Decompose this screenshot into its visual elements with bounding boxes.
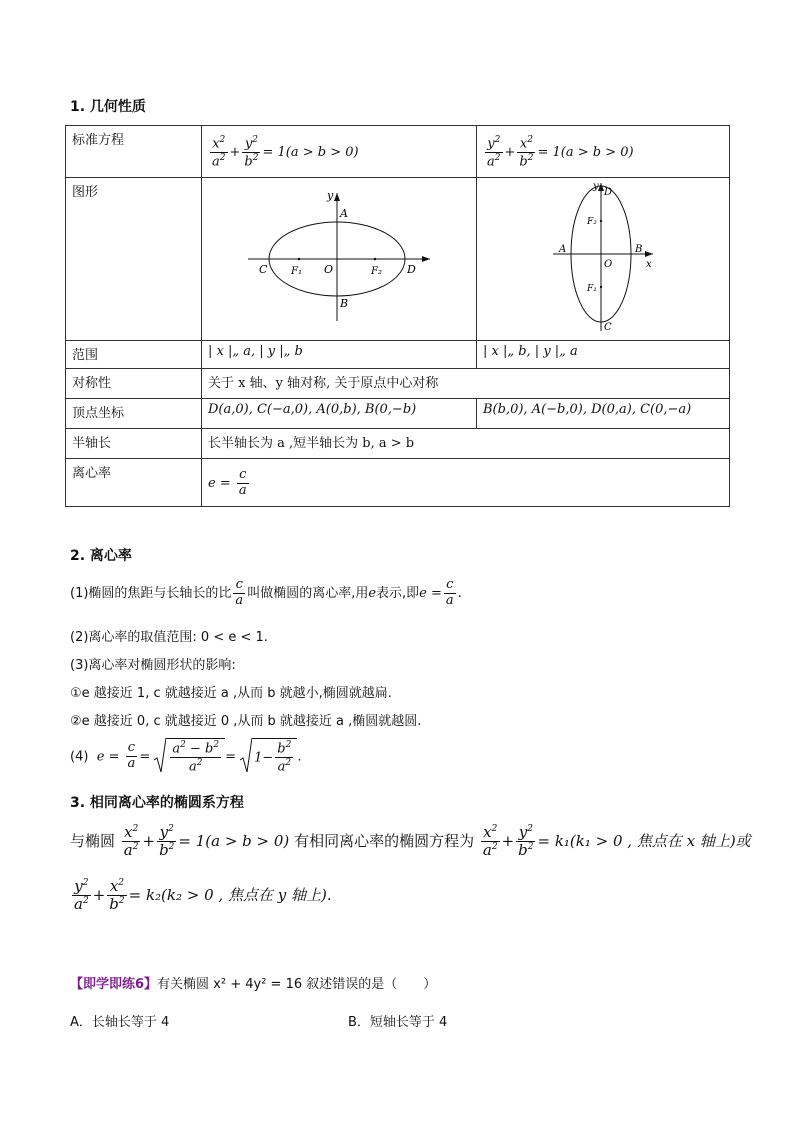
fig2-y-label: y [593, 181, 599, 192]
label-eccentricity: 离心率 [66, 459, 202, 507]
row-symmetry [66, 369, 730, 399]
range-horizontal: | x |„ a, | y |„ b [202, 341, 477, 369]
fig1-y-label: y [327, 189, 334, 202]
fig2-B-label: B [635, 244, 643, 255]
eccentricity-definition: (1)椭圆的焦距与长轴长的比 $\frac{c}{a}$ 叫做椭圆的离心率,用e表示,即e = $\frac{c}{a}$ . [70, 577, 462, 608]
fig1-O-label: O [324, 263, 334, 276]
figure-vertical-ellipse [477, 178, 730, 341]
standard-eq-horizontal: $\frac{x^2}{a^2}$ + $\frac{y^2}{b^2}$ = 1(a > b > 0) [202, 126, 477, 178]
fig2-A-label: A [559, 244, 567, 255]
figure-horizontal-ellipse [202, 178, 477, 341]
label-symmetry: 对称性 [66, 369, 202, 399]
eccentricity-range: (2)离心率的取值范围: 0 < e < 1. [70, 630, 268, 645]
fig1-C-label: C [259, 263, 268, 276]
row-standard-equation [66, 126, 730, 178]
properties-table [65, 125, 730, 507]
horizontal-ellipse-diagram [208, 181, 470, 331]
practice-question-text: 有关椭圆 x² + 4y² = 16 叙述错误的是（ ） [157, 977, 437, 992]
range-vertical: | x |„ b, | y |„ a [477, 341, 730, 369]
section2-title: 2. 离心率 [70, 548, 132, 564]
fig2-x-label: x [646, 259, 652, 270]
label-vertices: 顶点坐标 [66, 399, 202, 429]
symmetry-value: 关于 x 轴、y 轴对称, 关于原点中心对称 [202, 369, 730, 399]
row-figure [66, 178, 730, 341]
fig1-B-label: B [340, 297, 349, 310]
vertices-vertical: B(b,0), A(−b,0), D(0,a), C(0,−a) [477, 399, 730, 429]
section3-title: 3. 相同离心率的椭圆系方程 [70, 795, 244, 811]
row-vertices [66, 399, 730, 429]
vertical-ellipse-diagram [483, 181, 723, 333]
section3-line1: 与椭圆 $\frac{x^2}{a^2}$ + $\frac{y^2}{b^2}$ = 1(a > b > 0) 有相同离心率的椭圆方程为 $\frac{x^2}{a^2}$ + $\frac{y^2}{b^2}$ = k₁(k₁ > 0 , 焦点在 x 轴上)或 [70, 823, 751, 860]
semi-axis-value: 长半轴长为 a ,短半轴长为 b, a > b [202, 429, 730, 459]
fig2-F2-label: F₂ [587, 217, 597, 227]
fig2-D-label: D [604, 187, 613, 198]
eccentricity-formula: (4) e = $\frac{c}{a}$ = $\frac{a^2 - b^2}{a^2}$ = 1− $\frac{b^2}{a^2}$ . [70, 740, 302, 775]
row-range [66, 341, 730, 369]
fig1-D-label: D [407, 263, 416, 276]
eccentricity-effect-1: ①e 越接近 1, c 就越接近 a ,从而 b 就越小,椭圆就越扁. [70, 686, 392, 701]
fig2-F1-label: F₁ [587, 284, 597, 294]
eccentricity-value: e = $\frac{c}{a}$ [202, 459, 730, 507]
option-a: A．长轴长等于 4 [70, 1015, 170, 1030]
fig2-C-label: C [604, 322, 612, 333]
option-b: B．短轴长等于 4 [348, 1015, 448, 1030]
label-semi-axis: 半轴长 [66, 429, 202, 459]
fig1-F1-label: F₁ [291, 266, 302, 277]
row-eccentricity [66, 459, 730, 507]
section1-title: 1. 几何性质 [70, 99, 146, 115]
section3-line2: $\frac{y^2}{a^2}$ + $\frac{x^2}{b^2}$ = k₂(k₂ > 0 , 焦点在 y 轴上). [74, 877, 332, 914]
eccentricity-effect-heading: (3)离心率对椭圆形状的影响: [70, 658, 236, 673]
label-figure: 图形 [66, 178, 202, 341]
vertices-horizontal: D(a,0), C(−a,0), A(0,b), B(0,−b) [202, 399, 477, 429]
standard-eq-vertical: $\frac{y^2}{a^2}$ + $\frac{x^2}{b^2}$ = 1(a > b > 0) [477, 126, 730, 178]
label-standard-equation: 标准方程 [66, 126, 202, 178]
label-range: 范围 [66, 341, 202, 369]
fig2-O-label: O [604, 259, 613, 270]
fig1-A-label: A [340, 207, 348, 220]
practice-tag: 【即学即练6】 [70, 977, 158, 992]
row-semi-axis [66, 429, 730, 459]
eccentricity-effect-2: ②e 越接近 0, c 就越接近 0 ,从而 b 就越接近 a ,椭圆就越圆. [70, 714, 422, 729]
fig1-F2-label: F₂ [371, 266, 382, 277]
practice-question [70, 973, 436, 992]
